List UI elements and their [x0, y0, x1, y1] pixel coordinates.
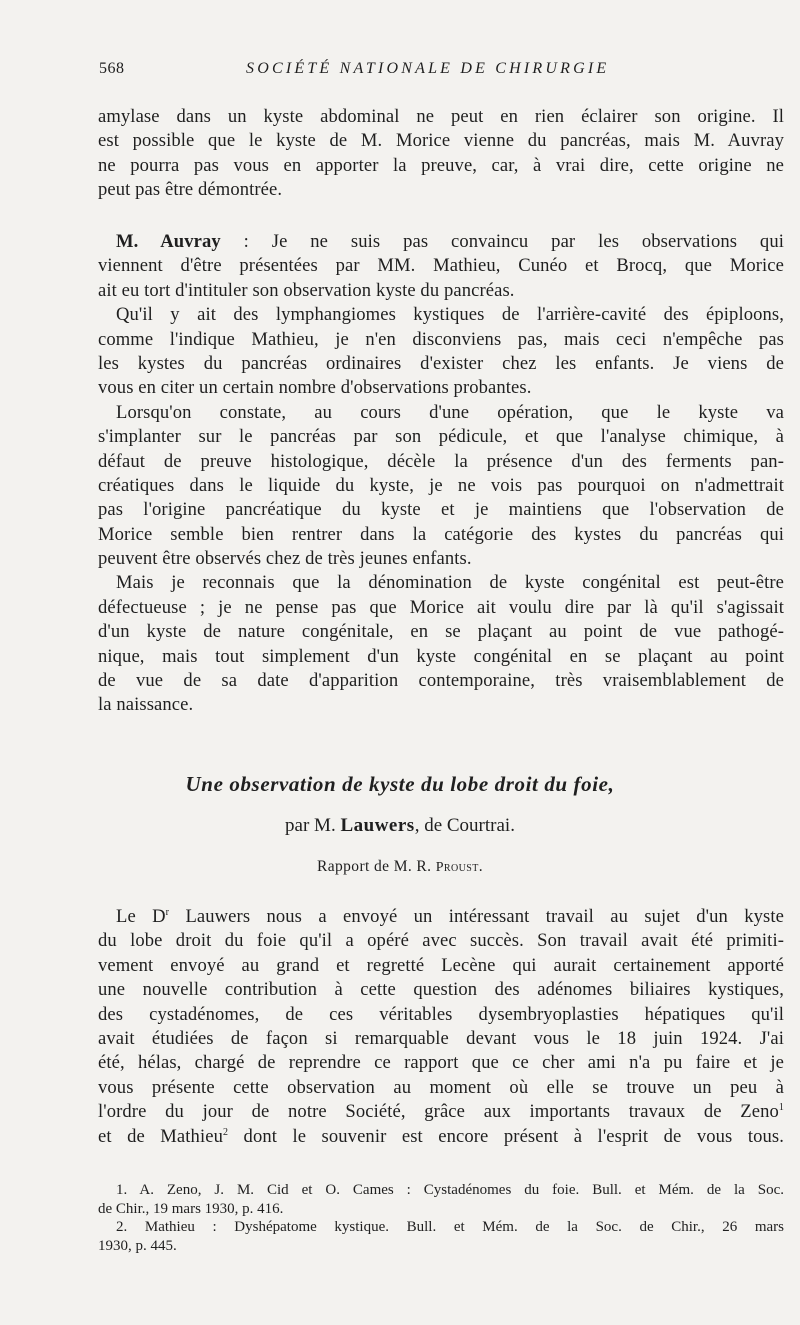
speaker-text: : Je ne suis pas convaincu par les observations qui [220, 231, 784, 252]
footnote-ref: 2 [222, 1126, 229, 1138]
text-line: d'un kyste de nature congénitale, en se plaçant au point de vue pathogé- [98, 621, 784, 643]
text-line: vement envoyé au grand et regretté Lecène qui aurait certainement apporté [98, 954, 784, 976]
text-line: avait étudiées de façon si remarquable devant vous le 18 juin 1924. J'ai [98, 1027, 784, 1049]
text-line: nique, mais tout simplement d'un kyste congénital en se plaçant au point [98, 645, 784, 667]
superscript: r [165, 906, 170, 918]
text-line: vous présente cette observation au moment où elle se trouve un peu à [98, 1076, 784, 1098]
report-prefix: Rapport de M. R. [316, 858, 436, 875]
text-line: les kystes du pancréas ordinaires d'exister chez les enfants. Je viens de [98, 352, 784, 374]
text-line: peuvent être observés chez de très jeunes enfants. [98, 548, 472, 570]
text-line: de vue de sa date d'apparition contemporaine, très vraisemblablement de [98, 670, 784, 692]
report-suffix: . [478, 858, 483, 875]
text-line: l'ordre du jour de notre Société, grâce aux importants travaux de Zeno$^1$ [98, 1101, 784, 1123]
text-line: amylase dans un kyste abdominal ne peut en rien éclairer son origine. Il [98, 106, 784, 127]
author-name: Lauwers [340, 815, 415, 836]
text-line: du lobe droit du foie qu'il a opéré avec succès. Son travail avait été primiti- [98, 930, 784, 952]
footnotes [98, 1181, 784, 1255]
text-line: Le $D^r$ Lauwers nous a envoyé un intéressant travail au sujet d'un kyste [116, 906, 784, 927]
report-body [98, 905, 784, 1149]
text-line [98, 230, 784, 254]
reporter-name: Proust [435, 860, 479, 875]
article-title: Une observation de kyste du lobe droit du foie, [185, 772, 615, 796]
text-line: ne pourra pas vous en apporter la preuve, car, à vrai dire, cette origine ne [98, 154, 784, 176]
text-line: s'implanter sur le pancréas par son pédicule, et que l'analyse chimique, à [98, 426, 784, 448]
text-line: vous en citer un certain nombre d'observations probantes. [98, 377, 532, 399]
continuation-paragraph [98, 105, 784, 203]
report-line [0, 858, 800, 876]
running-title: SOCIÉTÉ NATIONALE DE CHIRURGIE [246, 60, 610, 77]
footnote-ref: 1 [778, 1101, 784, 1113]
text-line: une nouvelle contribution à cette question des adénomes biliaires kystiques, [98, 979, 784, 1001]
footnote-1: 1. A. Zeno, J. M. Cid et O. Cames : Cystadénomes du foie. Bull. et Mém. de la Soc. [116, 1182, 784, 1198]
text-line: et de Mathieu$^2$ dont le souvenir est encore présent à l'esprit de vous tous. [98, 1125, 784, 1147]
footnote-2-cont: 1930, p. 445. [98, 1237, 177, 1254]
text-line: Morice semble bien rentrer dans la catégorie des kystes du pancréas qui [98, 523, 784, 545]
text-line: été, hélas, chargé de reprendre ce rapport que ce cher ami n'a pu faire et je [98, 1052, 784, 1074]
byline-suffix: , de Courtrai. [414, 815, 515, 836]
text-line: pas l'origine pancréatique du kyste et je maintiens que l'observation de [98, 499, 784, 521]
footnote-2: 2. Mathieu : Dyshépatome kystique. Bull. et Mém. de la Soc. de Chir., 26 mars [116, 1219, 784, 1235]
text-line: Qu'il y ait des lymphangiomes kystiques de l'arrière-cavité des épiploons, [116, 304, 784, 326]
text-line: ait eu tort d'intituler son observation kyste du pancréas. [98, 279, 515, 301]
speaker-name: M. Auvray [116, 231, 221, 252]
byline-prefix: par M. [285, 815, 341, 836]
text-line: viennent d'être présentées par MM. Mathieu, Cunéo et Brocq, que Morice [98, 255, 784, 277]
discussion-intervention [98, 230, 784, 718]
article-byline [0, 815, 800, 837]
text-line: Mais je reconnais que la dénomination de kyste congénital est peut-être [116, 572, 784, 594]
text-line: défaut de preuve histologique, décèle la présence d'un des ferments pan- [98, 450, 784, 472]
text-line: comme l'indique Mathieu, je n'en disconviens pas, mais ceci n'empêche pas [98, 328, 784, 350]
text-line: Lorsqu'on constate, au cours d'une opération, que le kyste va [116, 401, 784, 423]
text-line: défectueuse ; je ne pense pas que Morice ait voulu dire par là qu'il s'agissait [98, 596, 784, 618]
text-line: est possible que le kyste de M. Morice vienne du pancréas, mais M. Auvray [98, 130, 784, 152]
text-line: créatiques dans le liquide du kyste, je ne vois pas pourquoi on n'admettrait [98, 474, 784, 496]
running-head [0, 60, 800, 84]
text-line: des cystadénomes, de ces véritables dysembryoplasties hépatiques qu'il [98, 1003, 784, 1025]
footnote-1-cont: de Chir., 19 mars 1930, p. 416. [98, 1200, 284, 1217]
text-line: peut pas être démontrée. [98, 179, 283, 201]
page-number: 568 [99, 60, 125, 77]
text-line: la naissance. [98, 694, 194, 716]
